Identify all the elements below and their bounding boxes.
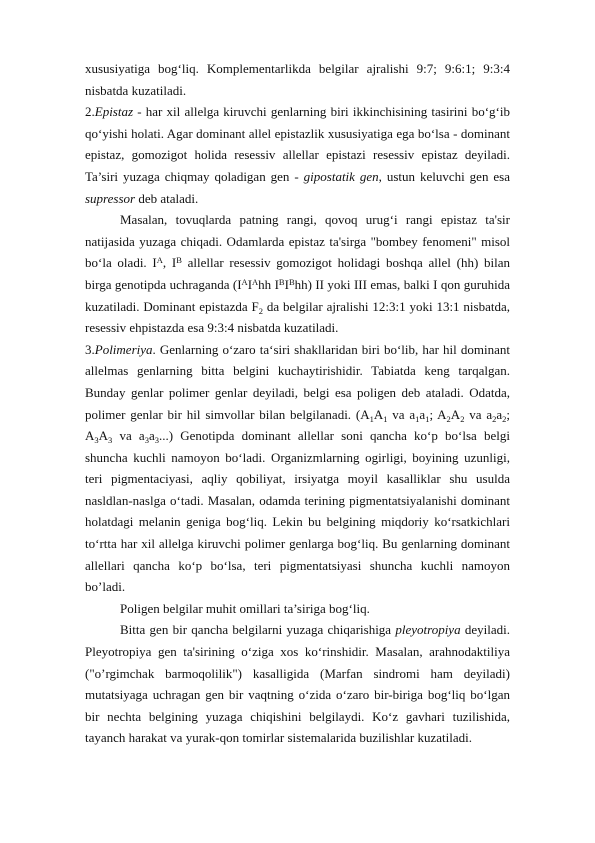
term-epistaz: Epistaz: [94, 104, 134, 120]
term-supressor: supressor: [85, 190, 136, 206]
term-polimeriya: Polimeriya: [94, 341, 153, 357]
paragraph-epistasis: 2.Epistaz - har xil allelga kiruvchi genlarning biri ikkinchisining tasirini bo‘g‘ib qo‘yishi holati. Agar dominant allel epistazlik xususiyatiga ega bo‘lsa - dominant epistaz, gomozigot holida resessiv allellar epistazi resessiv epistaz deyiladi. Ta’siri yuzaga chiqmay qoladigan gen - gipostatik gen, ustun keluvchi gen esa supressor deb ataladi.: [85, 104, 510, 206]
document-page: [85, 58, 510, 749]
item-number: 3.: [85, 341, 95, 357]
term-pleyotropiya: pleyotropiya: [395, 622, 461, 638]
paragraph-polygenic-traits: Poligen belgilar muhit omillari ta’siriga bog‘liq.: [120, 600, 370, 616]
paragraph-epistasis-example: Masalan, tovuqlarda patning rangi, qovoq urug‘i rangi epistaz ta'sir natijasida yuzaga chiqadi. Odamlarda epistaz ta'sirga "bombey fenomeni" misol bo‘la oladi. $I^A$, $I^B$ allellar resessiv gomozigot holidagi boshqa allel (hh) bilan birga genotipda uchraganda ($I^AI^Ahh$ $I^BI^Bhh$) II yoki III emas, balki I qon guruhida kuzatiladi. Dominant epistazda $F_2$ da belgilar ajralishi 12:3:1 yoki 13:1 nisbatda, resessiv ehpistazda esa 9:3:4 nisbatda kuzatiladi.: [85, 212, 511, 336]
paragraph-complementarity-end: xususiyatiga bog‘liq. Komplementarlikda belgilar ajralishi 9:7; 9:6:1; 9:3:4 nisbatda kuzatiladi.: [85, 61, 510, 98]
paragraph-polymery: 3.Polimeriya. Genlarning o‘zaro ta‘siri shakllaridan biri bo‘lib, har hil dominant allelmas genlarning bitta belgini kuchaytirishidir. Tabiatda keng tarqalgan. Bunday genlar polimer genlar deyiladi, belgi esa poligen deb ataladi. Odatda, polimer genlar bir hil simvollar bilan belgilanadi. ($A_1A_1$ va $a_1a_1$; $A_2A_2$ va $a_2a_2$; $A_3A_3$ va $a_3a_3$...) Genotipda dominant allellar soni qancha ko‘p bo‘lsa belgi shuncha kuchli namoyon bo‘ladi. Organizmlarning ogirligi, boyining uzunligi, teri pigmentaciyasi, aqliy qobiliyat, irsiyatga moyil kasalliklar shu usulda nasldlan-naslga o‘tadi. Masalan, odamda terining pigmentatsiyalanishi dominant holatdagi melanin geniga bog‘liq. Lekin bu belgining miqdoriy ko‘rsatkichlari to‘rtta har xil allelga kiruvchi polimer genlarga bog‘liq. Bu genlarning dominant allellari qancha ko‘p bo‘lsa, teri pigmentatsiyasi shuncha kuchli namoyon bo’ladi.: [85, 341, 511, 595]
item-number: 2.: [85, 104, 95, 120]
term-gipostatik-gen: gipostatik gen: [303, 168, 379, 184]
paragraph-pleiotropy: Bitta gen bir qancha belgilarni yuzaga chiqarishiga pleyotropiya deyiladi. Pleyotropiya gen ta'sirining o‘ziga xos ko‘rinshidir. Masalan, arahnodaktiliya ("o’rgimchak barmoqolilik") kasalligida (Marfan sindromi ham deyiladi) mutatsiyaga uchragan gen bir vaqtning o‘zida o‘zaro bir-biriga bog‘liq bo‘lgan bir nechta belgining yuzaga chiqishini belgilaydi. Ko‘z gavhari tuzilishida, tayanch harakat va yurak-qon tomirlar sistemalarida buzilishlar kuzatiladi.: [85, 622, 510, 746]
